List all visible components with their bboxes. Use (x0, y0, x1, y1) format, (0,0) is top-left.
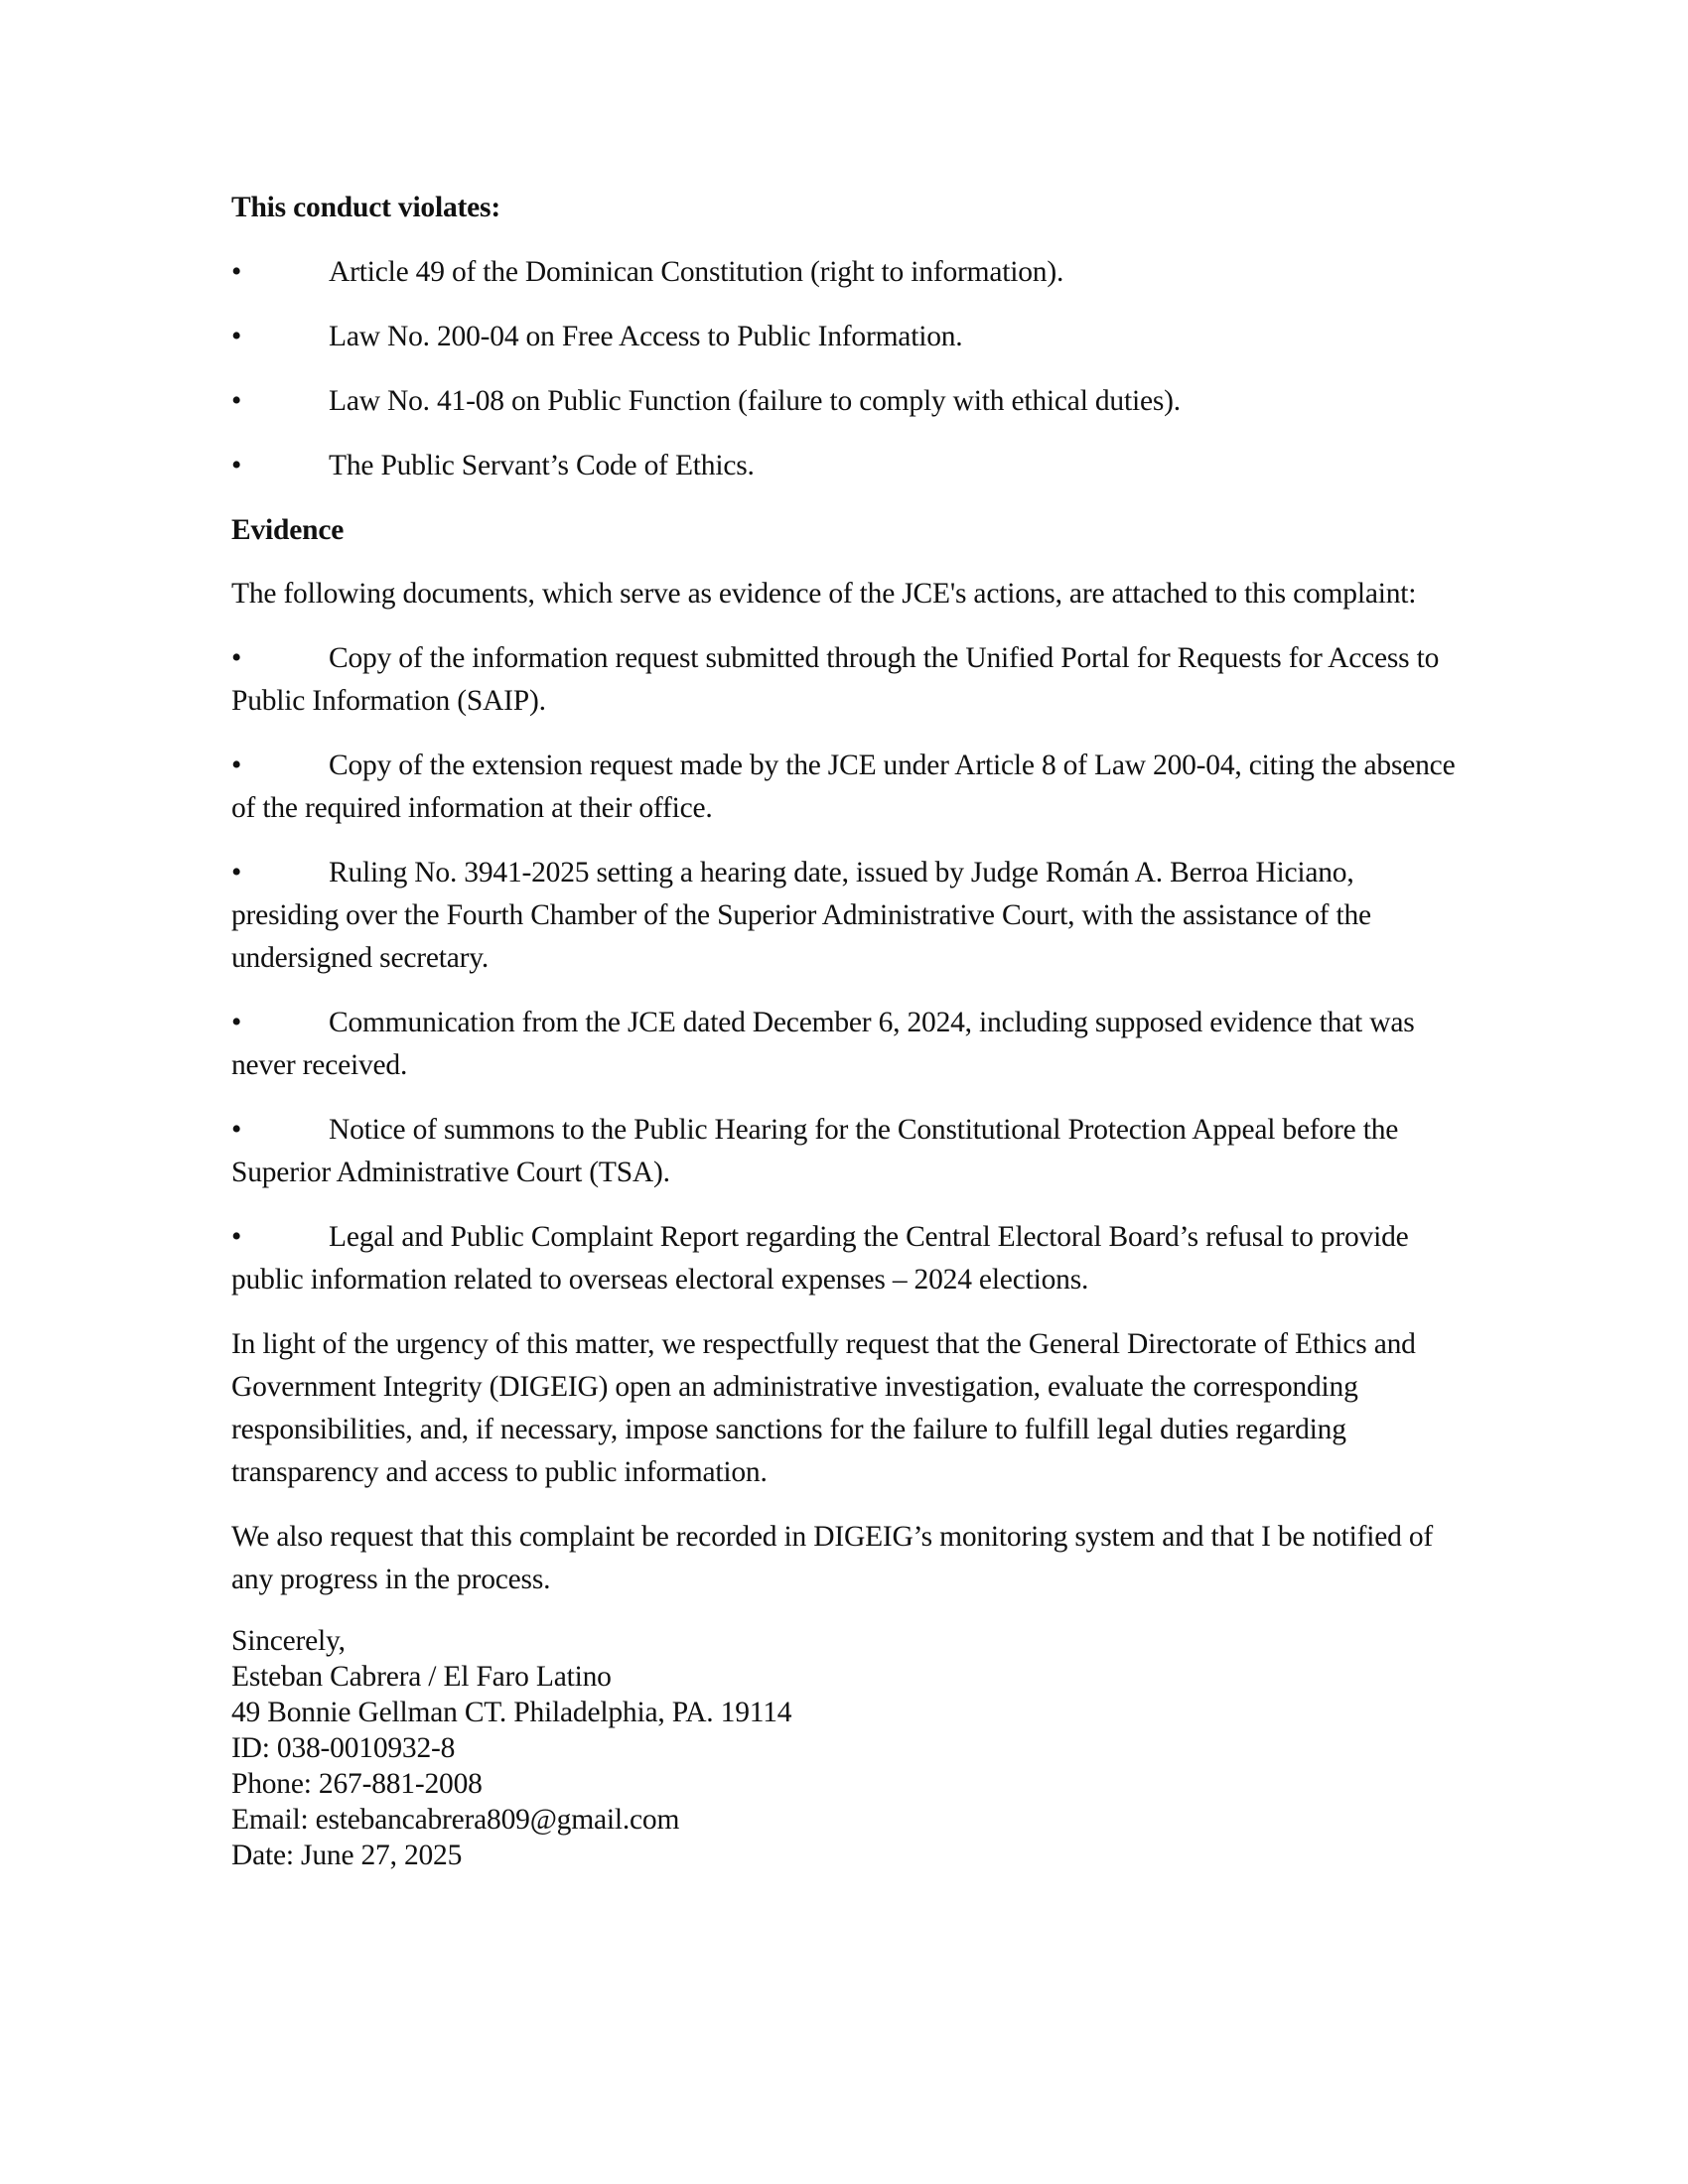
violations-heading: This conduct violates: (231, 192, 500, 223)
violations-list (231, 251, 1463, 487)
violation-text: Article 49 of the Dominican Constitution (right to information). (329, 256, 1064, 288)
violation-item (231, 445, 1463, 487)
closing: Sincerely, (231, 1625, 346, 1657)
violation-text: The Public Servant’s Code of Ethics. (329, 450, 755, 481)
violation-text: Law No. 200-04 on Free Access to Public Information. (329, 321, 963, 352)
evidence-text: Ruling No. 3941-2025 setting a hearing date, issued by Judge Román A. Berroa Hiciano, presiding over the Fourth Chamber of the Superior Administrative Court, with the assistance of the undersigned secretary. (231, 857, 1371, 974)
evidence-item (231, 745, 1463, 830)
bullet-icon: • (231, 1221, 242, 1253)
signature-block (231, 1623, 1463, 1873)
evidence-list (231, 637, 1463, 1301)
record-paragraph: We also request that this complaint be recorded in DIGEIG’s monitoring system and that I be notified of any progress in the process. (231, 1521, 1433, 1595)
request-paragraph: In light of the urgency of this matter, we respectfully request that the General Directorate of Ethics and Government Integrity (DIGEIG) open an administrative investigation, evaluate the corresponding responsibilities, and, if necessary, impose sanctions for the failure to fulfill legal duties regarding transparency and access to public information. (231, 1328, 1416, 1488)
bullet-icon: • (231, 642, 242, 674)
signer-address: 49 Bonnie Gellman CT. Philadelphia, PA. 19114 (231, 1697, 792, 1728)
evidence-item (231, 1109, 1463, 1194)
signer-phone: Phone: 267-881-2008 (231, 1768, 483, 1800)
evidence-text: Notice of summons to the Public Hearing for the Constitutional Protection Appeal before the Superior Administrative Court (TSA). (231, 1114, 1399, 1188)
bullet-icon: • (231, 385, 242, 417)
evidence-text: Copy of the extension request made by the JCE under Article 8 of Law 200-04, citing the absence of the required information at their office. (231, 750, 1456, 824)
document-page (231, 187, 1463, 1873)
evidence-text: Legal and Public Complaint Report regarding the Central Electoral Board’s refusal to provide public information related to overseas electoral expenses – 2024 elections. (231, 1221, 1409, 1296)
violation-text: Law No. 41-08 on Public Function (failure to comply with ethical duties). (329, 385, 1181, 417)
bullet-icon: • (231, 321, 242, 352)
bullet-icon: • (231, 1114, 242, 1146)
violation-item (231, 380, 1463, 423)
evidence-text: Communication from the JCE dated December 6, 2024, including supposed evidence that was never received. (231, 1007, 1415, 1081)
bullet-icon: • (231, 256, 242, 288)
violation-item (231, 316, 1463, 358)
evidence-item (231, 1216, 1463, 1301)
signer-id: ID: 038-0010932-8 (231, 1732, 456, 1764)
bullet-icon: • (231, 750, 242, 781)
bullet-icon: • (231, 857, 242, 888)
evidence-text: Copy of the information request submitted through the Unified Portal for Requests for Access to Public Information (SAIP). (231, 642, 1440, 717)
evidence-item (231, 637, 1463, 723)
violation-item (231, 251, 1463, 294)
evidence-heading: Evidence (231, 514, 345, 546)
evidence-item (231, 852, 1463, 980)
bullet-icon: • (231, 450, 242, 481)
signature-date: Date: June 27, 2025 (231, 1840, 463, 1871)
signer-name: Esteban Cabrera / El Faro Latino (231, 1661, 612, 1693)
evidence-item (231, 1002, 1463, 1087)
evidence-intro: The following documents, which serve as evidence of the JCE's actions, are attached to this complaint: (231, 578, 1417, 610)
bullet-icon: • (231, 1007, 242, 1038)
signer-email: Email: estebancabrera809@gmail.com (231, 1804, 680, 1836)
